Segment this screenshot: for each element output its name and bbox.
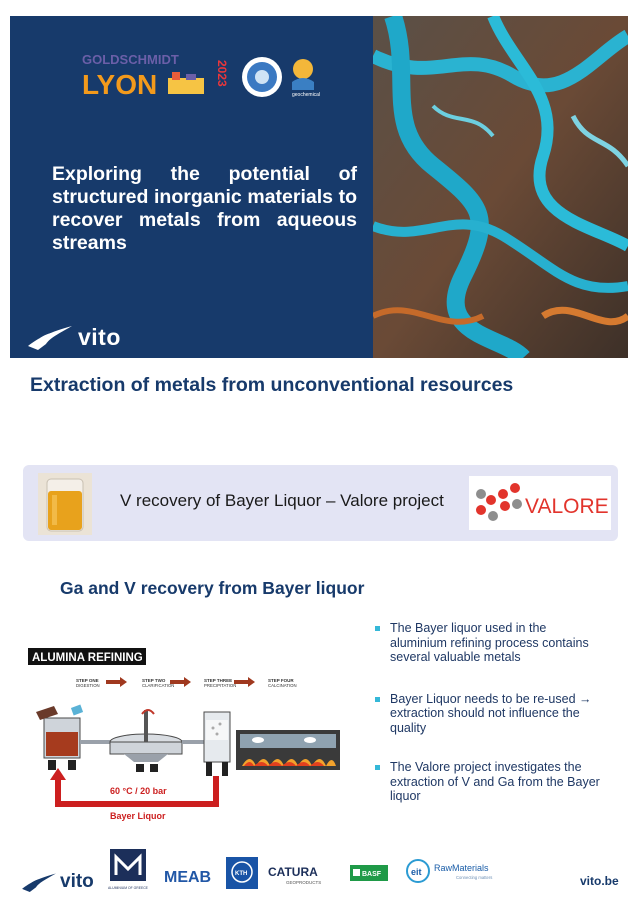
step-4-name: CALCINATION: [268, 683, 297, 688]
bullet-list: [373, 621, 603, 831]
river-aerial-photo: [373, 16, 628, 358]
alumina-refining-diagram: [28, 648, 348, 828]
valore-banner: [23, 465, 618, 541]
svg-text:CATURA: CATURA: [268, 865, 318, 879]
arrow-3-icon: [234, 677, 255, 687]
svg-text:LYON: LYON: [82, 69, 158, 100]
meab-logo: [164, 867, 216, 885]
vito-logo-footer: [22, 871, 94, 893]
header-slide: [10, 16, 628, 358]
condition-label: 60 °C / 20 bar: [110, 786, 167, 796]
vito-wordmark: vito: [78, 323, 121, 350]
precipitation-tank: [204, 712, 230, 776]
bullet-item: The Valore project investigates the extraction of V and Ga from the Bayer liquor: [373, 760, 603, 804]
goldschmidt-lyon-2023-logo: [82, 50, 242, 112]
step-3-label: STEP THREE: [204, 678, 233, 683]
step-4-label: STEP FOUR: [268, 678, 294, 683]
svg-text:RawMaterials: RawMaterials: [434, 863, 489, 873]
calcination-kiln: [236, 730, 340, 770]
eag-logo-icon: [292, 59, 314, 90]
step-1-name: DIGESTION: [76, 683, 100, 688]
svg-text:eit: eit: [411, 867, 422, 877]
vito-wordmark: vito: [60, 871, 94, 892]
svg-text:VALORE: VALORE: [525, 495, 609, 518]
section-title: Extraction of metals from unconventional resources: [30, 374, 514, 396]
svg-text:MEAB: MEAB: [164, 869, 212, 885]
subsection-title: Ga and V recovery from Bayer liquor: [60, 578, 365, 598]
svg-text:ALUMINIUM OF GREECE: ALUMINIUM OF GREECE: [108, 886, 148, 890]
basf-logo: [350, 865, 388, 881]
footer-logo-strip: [0, 845, 640, 905]
geochemical-society-seal-icon: [242, 57, 282, 97]
presentation-title: Exploring the potential of structured inorganic materials to recover metals from aqueous streams: [52, 163, 357, 254]
aluminium-of-greece-logo: [108, 849, 148, 891]
catura-logo: [268, 863, 330, 887]
kth-logo: [226, 857, 258, 889]
svg-text:GOLDSCHMIDT: GOLDSCHMIDT: [82, 52, 179, 67]
bullet-item: Bayer Liquor needs to be re-used → extraction should not influence the quality: [373, 692, 603, 736]
svg-text:BASF: BASF: [362, 871, 382, 878]
digestion-tank: [36, 705, 83, 770]
arrow-1-icon: [106, 677, 127, 687]
svg-text:2023: 2023: [215, 60, 229, 87]
banner-text: V recovery of Bayer Liquor – Valore project: [120, 491, 444, 510]
step-2-name: CLARIFICATION: [142, 683, 175, 688]
step-3-name: PRECIPITATION: [204, 683, 237, 688]
clarifier: [110, 710, 182, 772]
vito-bird-icon: [28, 324, 72, 350]
valore-logo: [469, 476, 611, 530]
svg-text:Connecting matters: Connecting matters: [456, 875, 493, 880]
pipe: [182, 740, 204, 744]
vito-logo-header: [28, 322, 121, 352]
svg-text:GEOPRODUCTS: GEOPRODUCTS: [286, 880, 322, 885]
pipe: [80, 740, 110, 744]
eit-rawmaterials-logo: [406, 857, 502, 887]
vito-bird-icon: [22, 872, 56, 892]
valore-hexagons-icon: [476, 483, 522, 521]
loop-label: Bayer Liquor: [110, 811, 166, 821]
bayer-liquor-jar-image: [38, 473, 92, 535]
svg-text:geochemical: geochemical: [292, 92, 321, 98]
svg-text:KTH: KTH: [235, 871, 248, 877]
step-2-label: STEP TWO: [142, 678, 166, 683]
partner-logos: [242, 52, 352, 102]
website-url: vito.be: [580, 874, 619, 888]
step-1-label: STEP ONE: [76, 678, 99, 683]
diagram-title: ALUMINA REFINING: [32, 652, 143, 664]
bullet-item: The Bayer liquor used in the aluminium refining process contains several valuable metals: [373, 621, 603, 665]
